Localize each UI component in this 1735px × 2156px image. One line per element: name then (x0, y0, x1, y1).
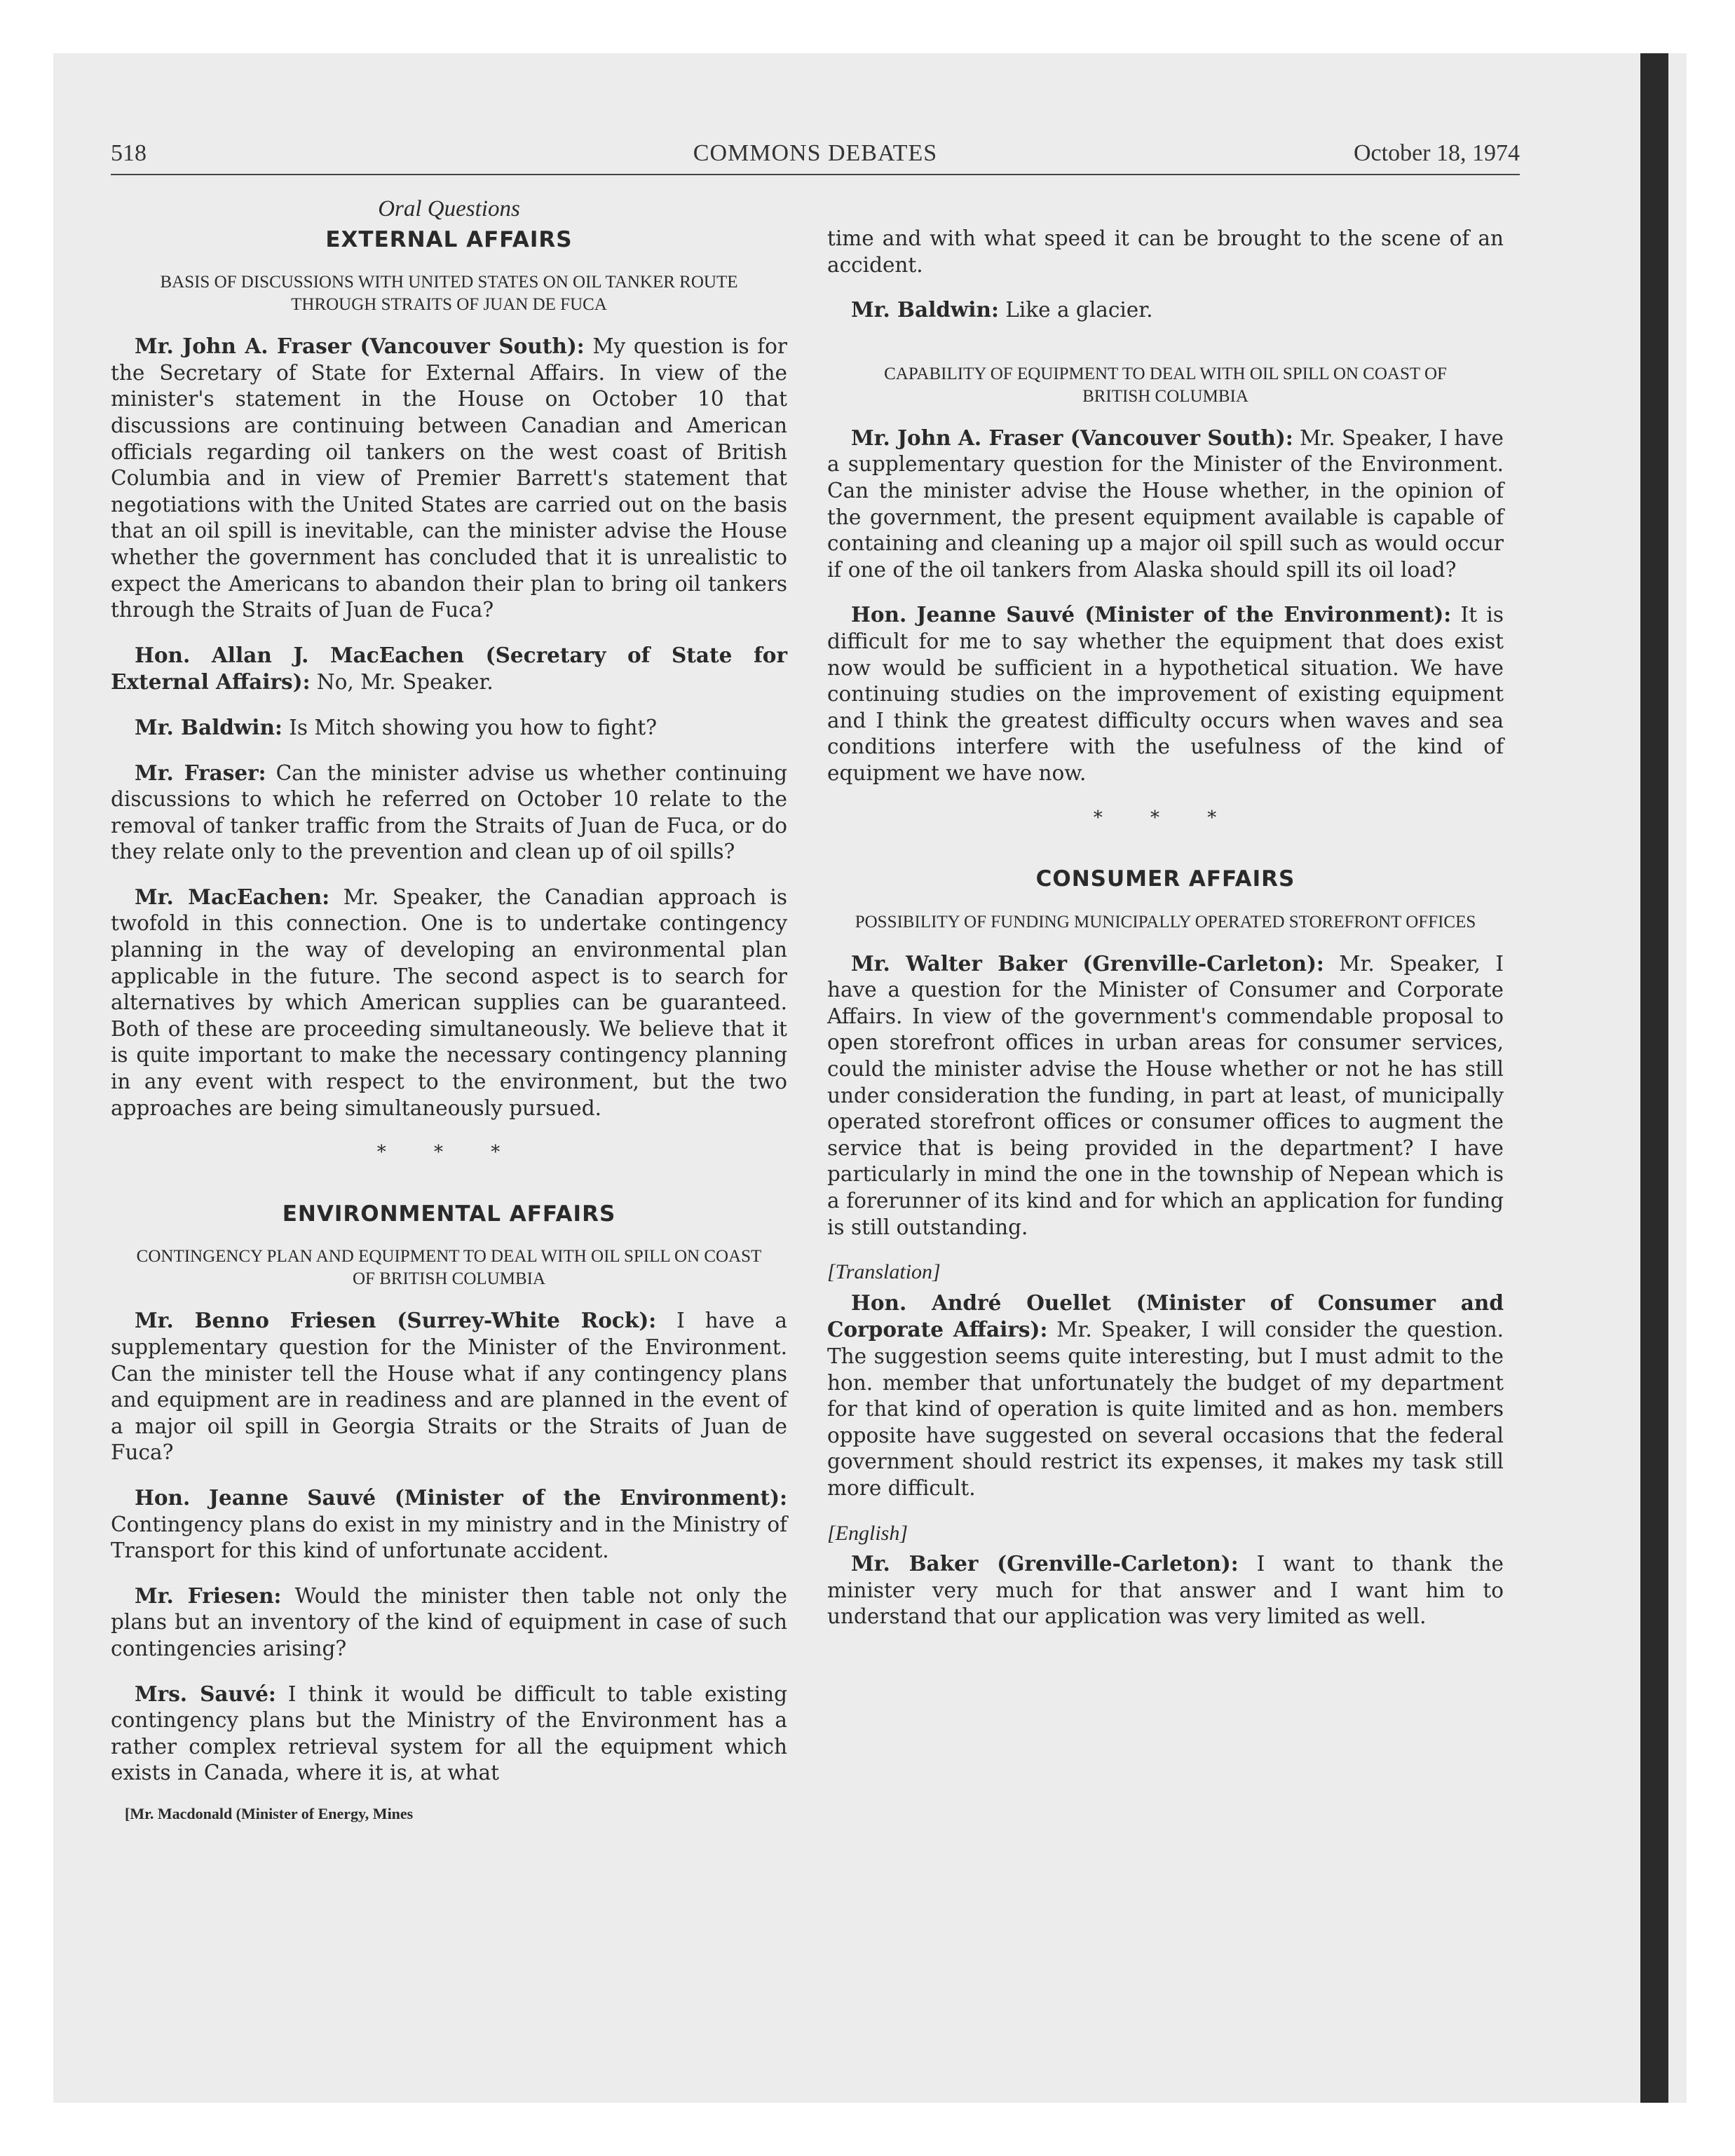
statement (827, 226, 1504, 278)
speaker: Mr. Benno Friesen (Surrey-White Rock): (135, 1308, 657, 1333)
statement (111, 642, 787, 696)
statement-text: It is difficult for me to say whether the equipment that does exist now would be sufficient in a hypothetical situation. We have continuing studies on the improvement of existing equipment and I think the greatest difficulty occurs when waves and sea conditions interfere with the usefulness of the kind of equipment we have now. (827, 603, 1504, 785)
statement (827, 950, 1504, 1241)
speaker: Hon. André Ouellet (Minister of Consumer and Corporate Affairs): (827, 1290, 1504, 1342)
statement-text: I think it would be difficult to table existing contingency plans but the Ministry of the Environment has a rather complex retrieval system for all the equipment which exists in Canada, where it is, at what (111, 1681, 788, 1785)
oral-questions-label: Oral Questions (378, 196, 520, 221)
speaker: Mr. Friesen: (135, 1583, 282, 1608)
statement (111, 1485, 787, 1564)
statement (111, 333, 787, 624)
statement (827, 1290, 1504, 1502)
section-heading-environmental-affairs: ENVIRONMENTAL AFFAIRS (282, 1201, 616, 1227)
speaker: Mr. Baldwin: (135, 714, 283, 739)
statement-text: Can the minister advise us whether continuing discussions to which he referred on October 10 relate to the removal of tanker traffic from the Straits of Juan de Fuca, or do they relate only to the prevention and clean up of oil spills? (111, 760, 787, 864)
speaker: Mr. Fraser: (135, 760, 266, 785)
statement-text: No, Mr. Speaker. (310, 670, 494, 695)
subheading-storefront-offices: POSSIBILITY OF FUNDING MUNICIPALLY OPERATED STOREFRONT OFFICES (855, 912, 1476, 932)
speaker: Mrs. Sauvé: (135, 1681, 276, 1706)
statement-text: time and with what speed it can be brought to the scene of an accident. (827, 226, 1504, 277)
right-column (827, 226, 1504, 1649)
publication-title: COMMONS DEBATES (693, 140, 938, 166)
statement (827, 601, 1504, 786)
statement-text: Mr. Speaker, I will consider the question. The suggestion seems quite interesting, but I must admit to the hon. member that unfortunately the budget of my department for that kind of operation is quite limited and as hon. members opposite have suggested on several occasions that the federal government should restrict its expenses, it makes my task still more difficult. (827, 1318, 1504, 1500)
statement-text: Like a glacier. (998, 298, 1153, 322)
statement-text: My question is for the Secretary of State for External Affairs. In view of the minister's statement in the House on October 10 that discussions are continuing between Canadian and American officials regarding oil tankers on the west coast of British Columbia and in view of Premier Barrett's statement that negotiations with the United States are carried out on the basis that an oil spill is inevitable, can the minister advise the House whether the government has concluded that it is unrealistic to expect the Americans to abandon their plan to bring oil tankers through the Straits of Juan de Fuca? (111, 334, 788, 622)
statement-text: Mr. Speaker, I have a question for the Minister of Consumer and Corporate Affairs. In view of the government's commendable proposal to open storefront offices in urban areas for consumer services, could the minister advise the House whether or not he has still under consideration the funding, in part at least, of municipally operated storefront offices or consumer offices to augment the service that is being provided in the department? I have particularly in mind the one in the township of Nepean which is a forerunner of its kind and for which an application for funding is still outstanding. (827, 951, 1504, 1239)
speaker: Mr. John A. Fraser (Vancouver South): (851, 425, 1293, 450)
language-marker: [English] (827, 1521, 909, 1545)
speaker: Hon. Jeanne Sauvé (Minister of the Environment): (135, 1485, 787, 1510)
section-separator: * * * (376, 1142, 522, 1164)
statement (827, 425, 1504, 584)
section-heading-external-affairs: EXTERNAL AFFAIRS (325, 226, 573, 252)
subheading-tanker-route: BASIS OF DISCUSSIONS WITH UNITED STATES ON OIL TANKER ROUTE THROUGH STRAITS OF JUAN DE FUCA (160, 273, 738, 315)
left-column (111, 196, 787, 1827)
speaker: Hon. Jeanne Sauvé (Minister of the Environment): (851, 602, 1452, 627)
statement-text: Mr. Speaker, the Canadian approach is twofold in this connection. One is to undertake contingency planning in the way of developing an environmental plan applicable in the future. The second aspect is to search for alternatives by which American supplies can be guaranteed. Both of these are proceeding simultaneously. We believe that it is quite important to make the necessary contingency planning in any event with respect to the environment, but the two approaches are being simultaneously pursued. (111, 885, 787, 1120)
statement-text: Mr. Speaker, I have a supplementary question for the Minister of the Environment. Can the minister advise the House whether, in the opinion of the government, the present equipment available is capable of containing and cleaning up a major oil spill such as would occur if one of the oil tankers from Alaska should spill its oil load? (827, 425, 1504, 582)
statement-text: Contingency plans do exist in my ministry and in the Ministry of Transport for this kind of unfortunate accident. (111, 1512, 787, 1563)
statement (111, 714, 787, 742)
speaker: Mr. John A. Fraser (Vancouver South): (135, 334, 585, 359)
speaker: Mr. Baker (Grenville-Carleton): (851, 1551, 1239, 1576)
statement-text: I have a supplementary question for the Minister of the Environment. Can the minister tell the House what if any contingency plans and equipment are in readiness and are planned in the event of a major oil spill in Georgia Straits or the Straits of Juan de Fuca? (111, 1309, 787, 1465)
speaker: Mr. Walter Baker (Grenville-Carleton): (851, 950, 1324, 976)
statement (111, 1583, 787, 1663)
statement (827, 1550, 1504, 1630)
speaker: Mr. Baldwin: (851, 297, 999, 322)
page-header (111, 140, 1520, 175)
statement-text: Would the minister then table not only the plans but an inventory of the kind of equipment in case of such contingencies arising? (111, 1583, 787, 1660)
section-heading-consumer-affairs: CONSUMER AFFAIRS (1035, 866, 1295, 892)
translation-marker: [Translation] (827, 1260, 941, 1284)
speaker: Hon. Allan J. MacEachen (Secretary of State for External Affairs): (111, 642, 787, 695)
statement (111, 884, 787, 1121)
scan-edge-shadow (1640, 53, 1668, 2103)
statement-text: I want to thank the minister very much for that answer and I want him to understand that our application was very limited as well. (827, 1552, 1504, 1629)
section-separator: * * * (1093, 807, 1238, 828)
speaker: Mr. MacEachen: (135, 884, 330, 909)
statement (111, 1307, 787, 1466)
statement (827, 296, 1504, 324)
subheading-contingency-plan: CONTINGENCY PLAN AND EQUIPMENT TO DEAL WITH OIL SPILL ON COAST OF BRITISH COLUMBIA (136, 1247, 762, 1289)
page-number: 518 (111, 140, 147, 166)
footnote: [Mr. Macdonald (Minister of Energy, Mines (125, 1804, 414, 1822)
publication-date: October 18, 1974 (1353, 140, 1520, 166)
statement-text: Is Mitch showing you how to fight? (282, 715, 658, 739)
subheading-equipment-capability: CAPABILITY OF EQUIPMENT TO DEAL WITH OIL SPILL ON COAST OF BRITISH COLUMBIA (884, 364, 1447, 406)
statement (111, 1681, 787, 1787)
statement (111, 760, 787, 866)
